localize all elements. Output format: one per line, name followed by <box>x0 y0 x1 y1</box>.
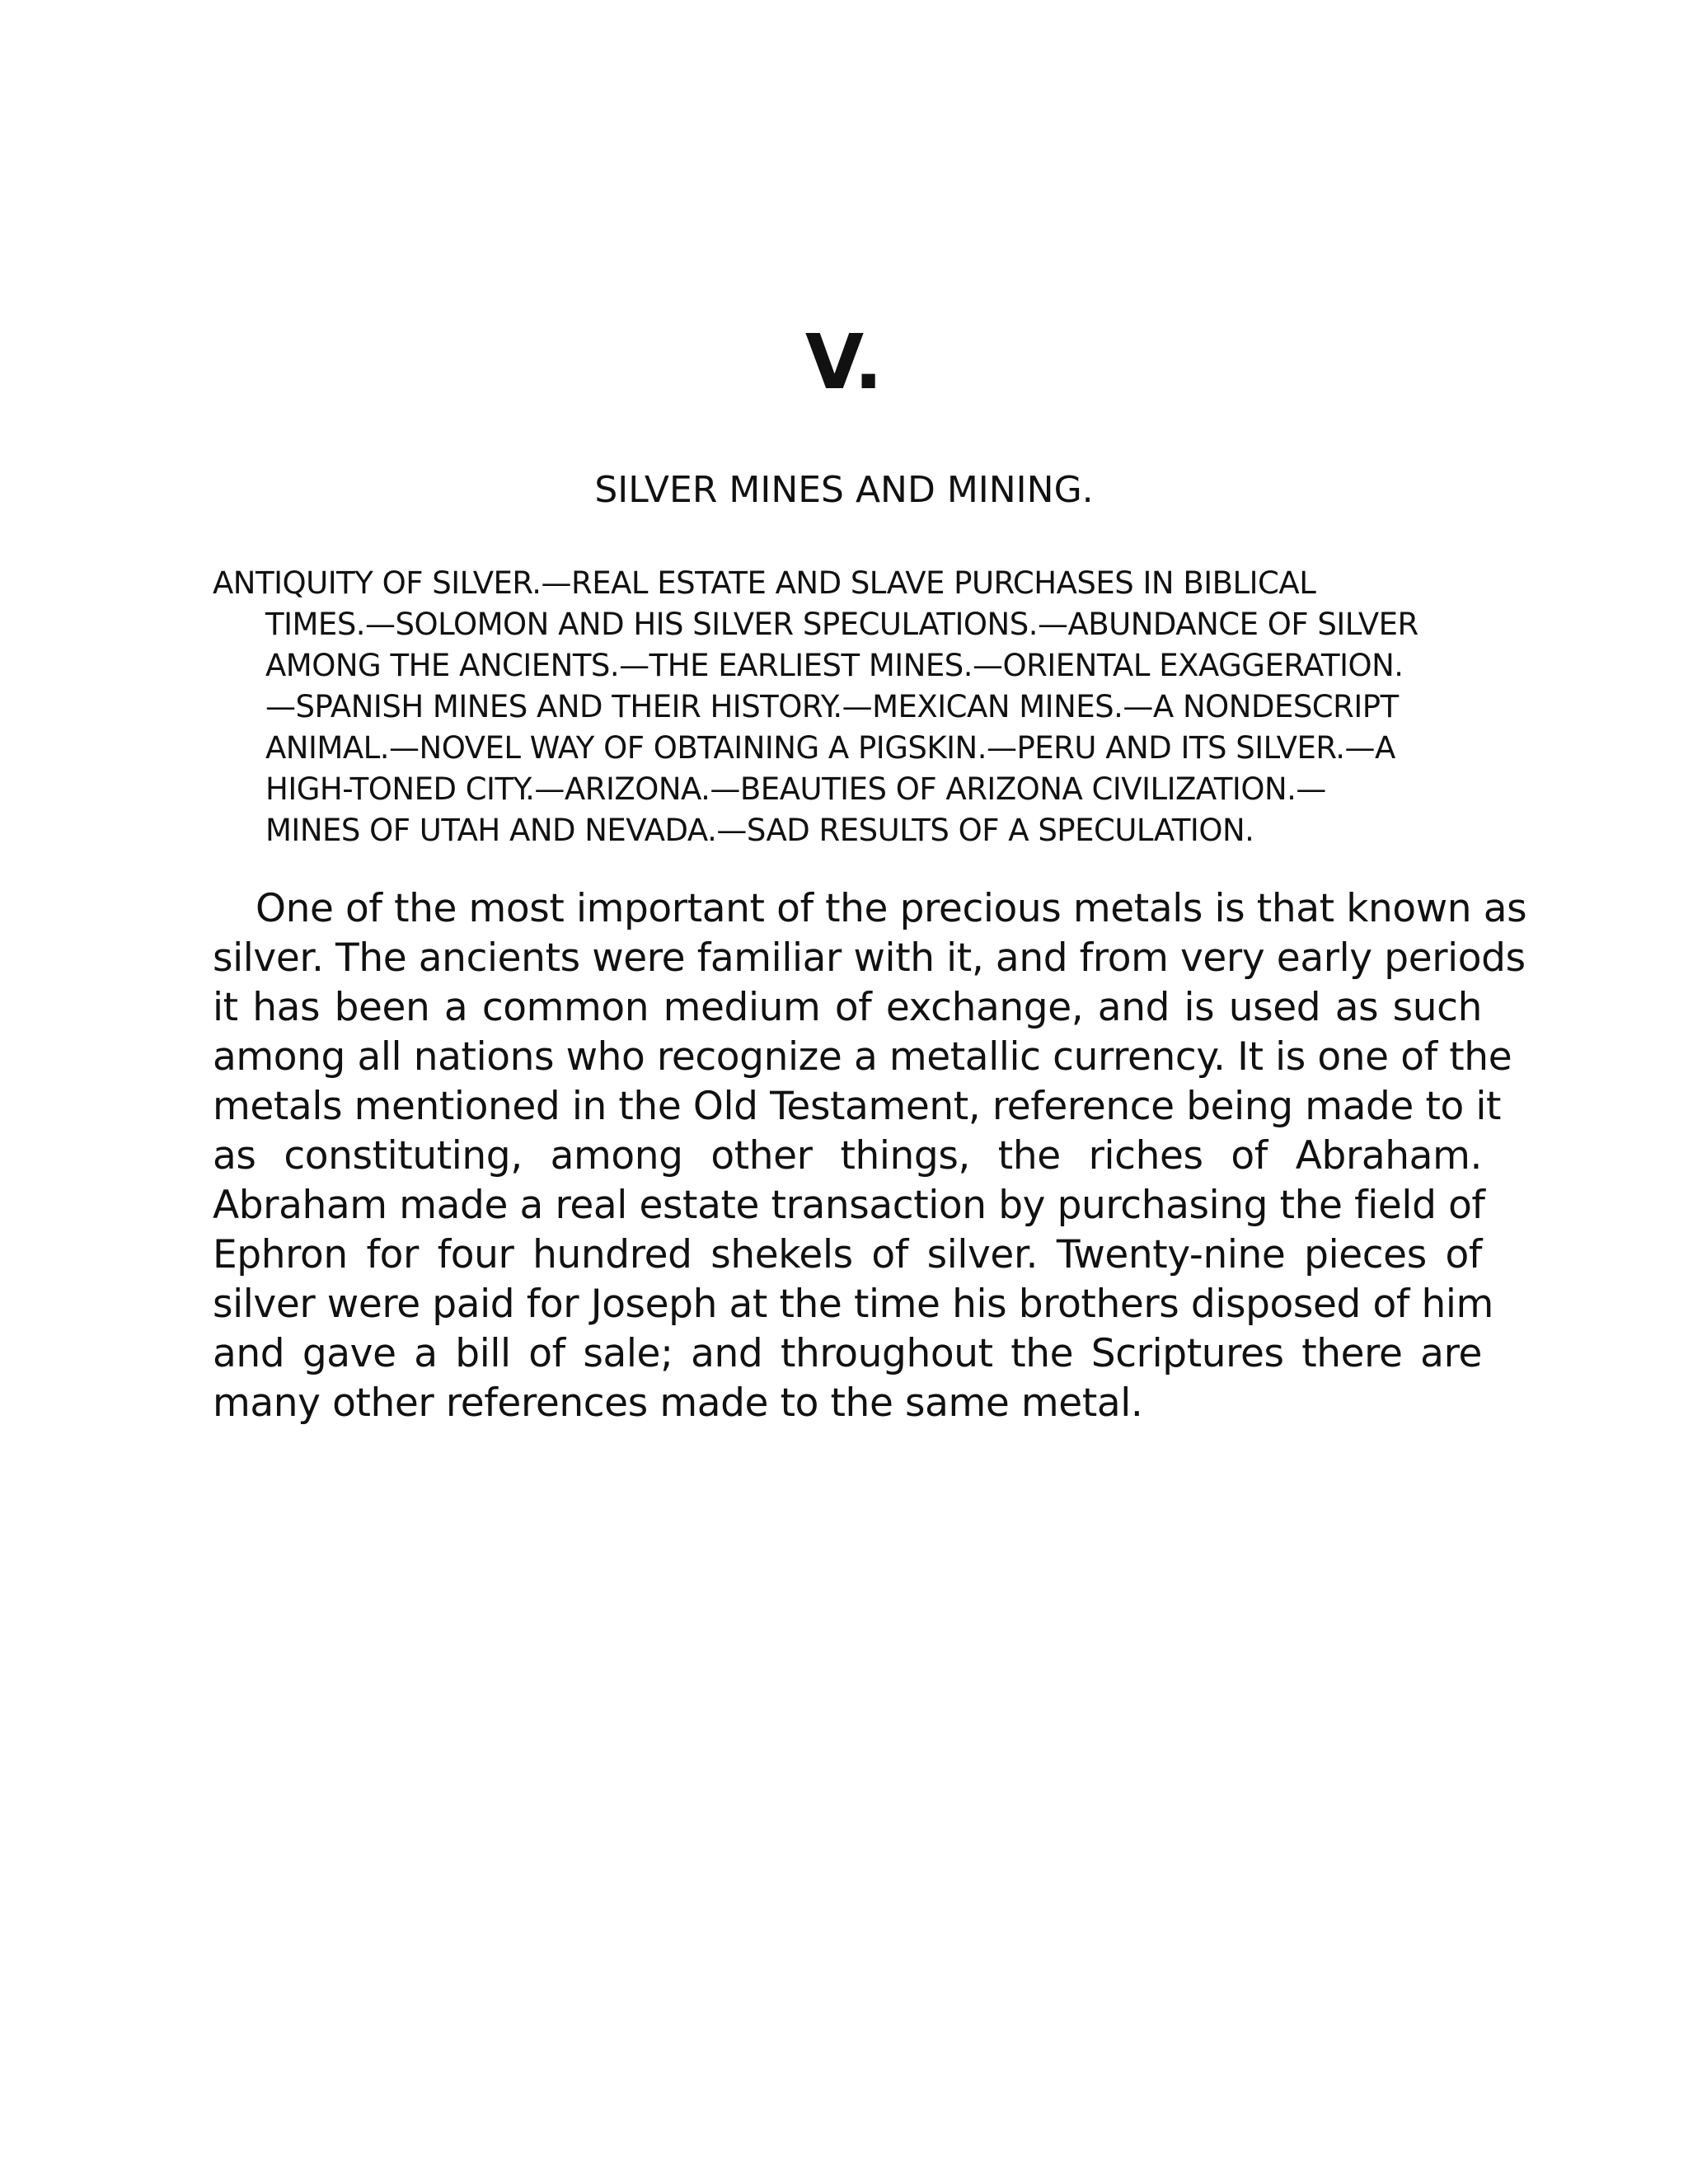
synopsis-line: HIGH-TONED CITY.—ARIZONA.—BEAUTIES OF ARIZONA CIVILIZATION.— <box>265 771 1326 807</box>
paragraph-line: as constituting, among other things, the riches of Abraham. <box>213 1133 1482 1179</box>
chapter-synopsis <box>213 563 1482 851</box>
paragraph-line: many other references made to the same metal. <box>213 1380 1143 1426</box>
synopsis-line: ANIMAL.—NOVEL WAY OF OBTAINING A PIGSKIN.—PERU AND ITS SILVER.—A <box>265 730 1395 766</box>
paragraph-line: Ephron for four hundred shekels of silver. Twenty-nine pieces of <box>213 1232 1482 1277</box>
paragraph-line: One of the most important of the precious metals is that known as <box>256 886 1527 931</box>
paragraph-line: it has been a common medium of exchange, and is used as such <box>213 985 1482 1030</box>
paragraph-line: and gave a bill of sale; and throughout the Scriptures there are <box>213 1331 1482 1376</box>
paragraph-line: among all nations who recognize a metallic currency. It is one of the <box>213 1034 1512 1080</box>
chapter-title: SILVER MINES AND MINING. <box>594 469 1094 511</box>
paragraph-line: silver. The ancients were familiar with it, and from very early periods <box>213 935 1526 981</box>
synopsis-line: MINES OF UTAH AND NEVADA.—SAD RESULTS OF A SPECULATION. <box>265 813 1254 848</box>
paragraph-line: Abraham made a real estate transaction by purchasing the field of <box>213 1183 1485 1228</box>
synopsis-line: TIMES.—SOLOMON AND HIS SILVER SPECULATIONS.—ABUNDANCE OF SILVER <box>265 607 1418 642</box>
synopsis-line: ANTIQUITY OF SILVER.—REAL ESTATE AND SLAVE PURCHASES IN BIBLICAL <box>213 565 1316 601</box>
synopsis-line: —SPANISH MINES AND THEIR HISTORY.—MEXICAN MINES.—A NONDESCRIPT <box>265 689 1399 724</box>
chapter-number: V. <box>804 318 884 406</box>
synopsis-line: AMONG THE ANCIENTS.—THE EARLIEST MINES.—ORIENTAL EXAGGERATION. <box>265 648 1404 683</box>
paragraph-line: metals mentioned in the Old Testament, reference being made to it <box>213 1084 1502 1129</box>
body-paragraph <box>213 884 1527 1428</box>
paragraph-line: silver were paid for Joseph at the time his brothers disposed of him <box>213 1282 1493 1327</box>
